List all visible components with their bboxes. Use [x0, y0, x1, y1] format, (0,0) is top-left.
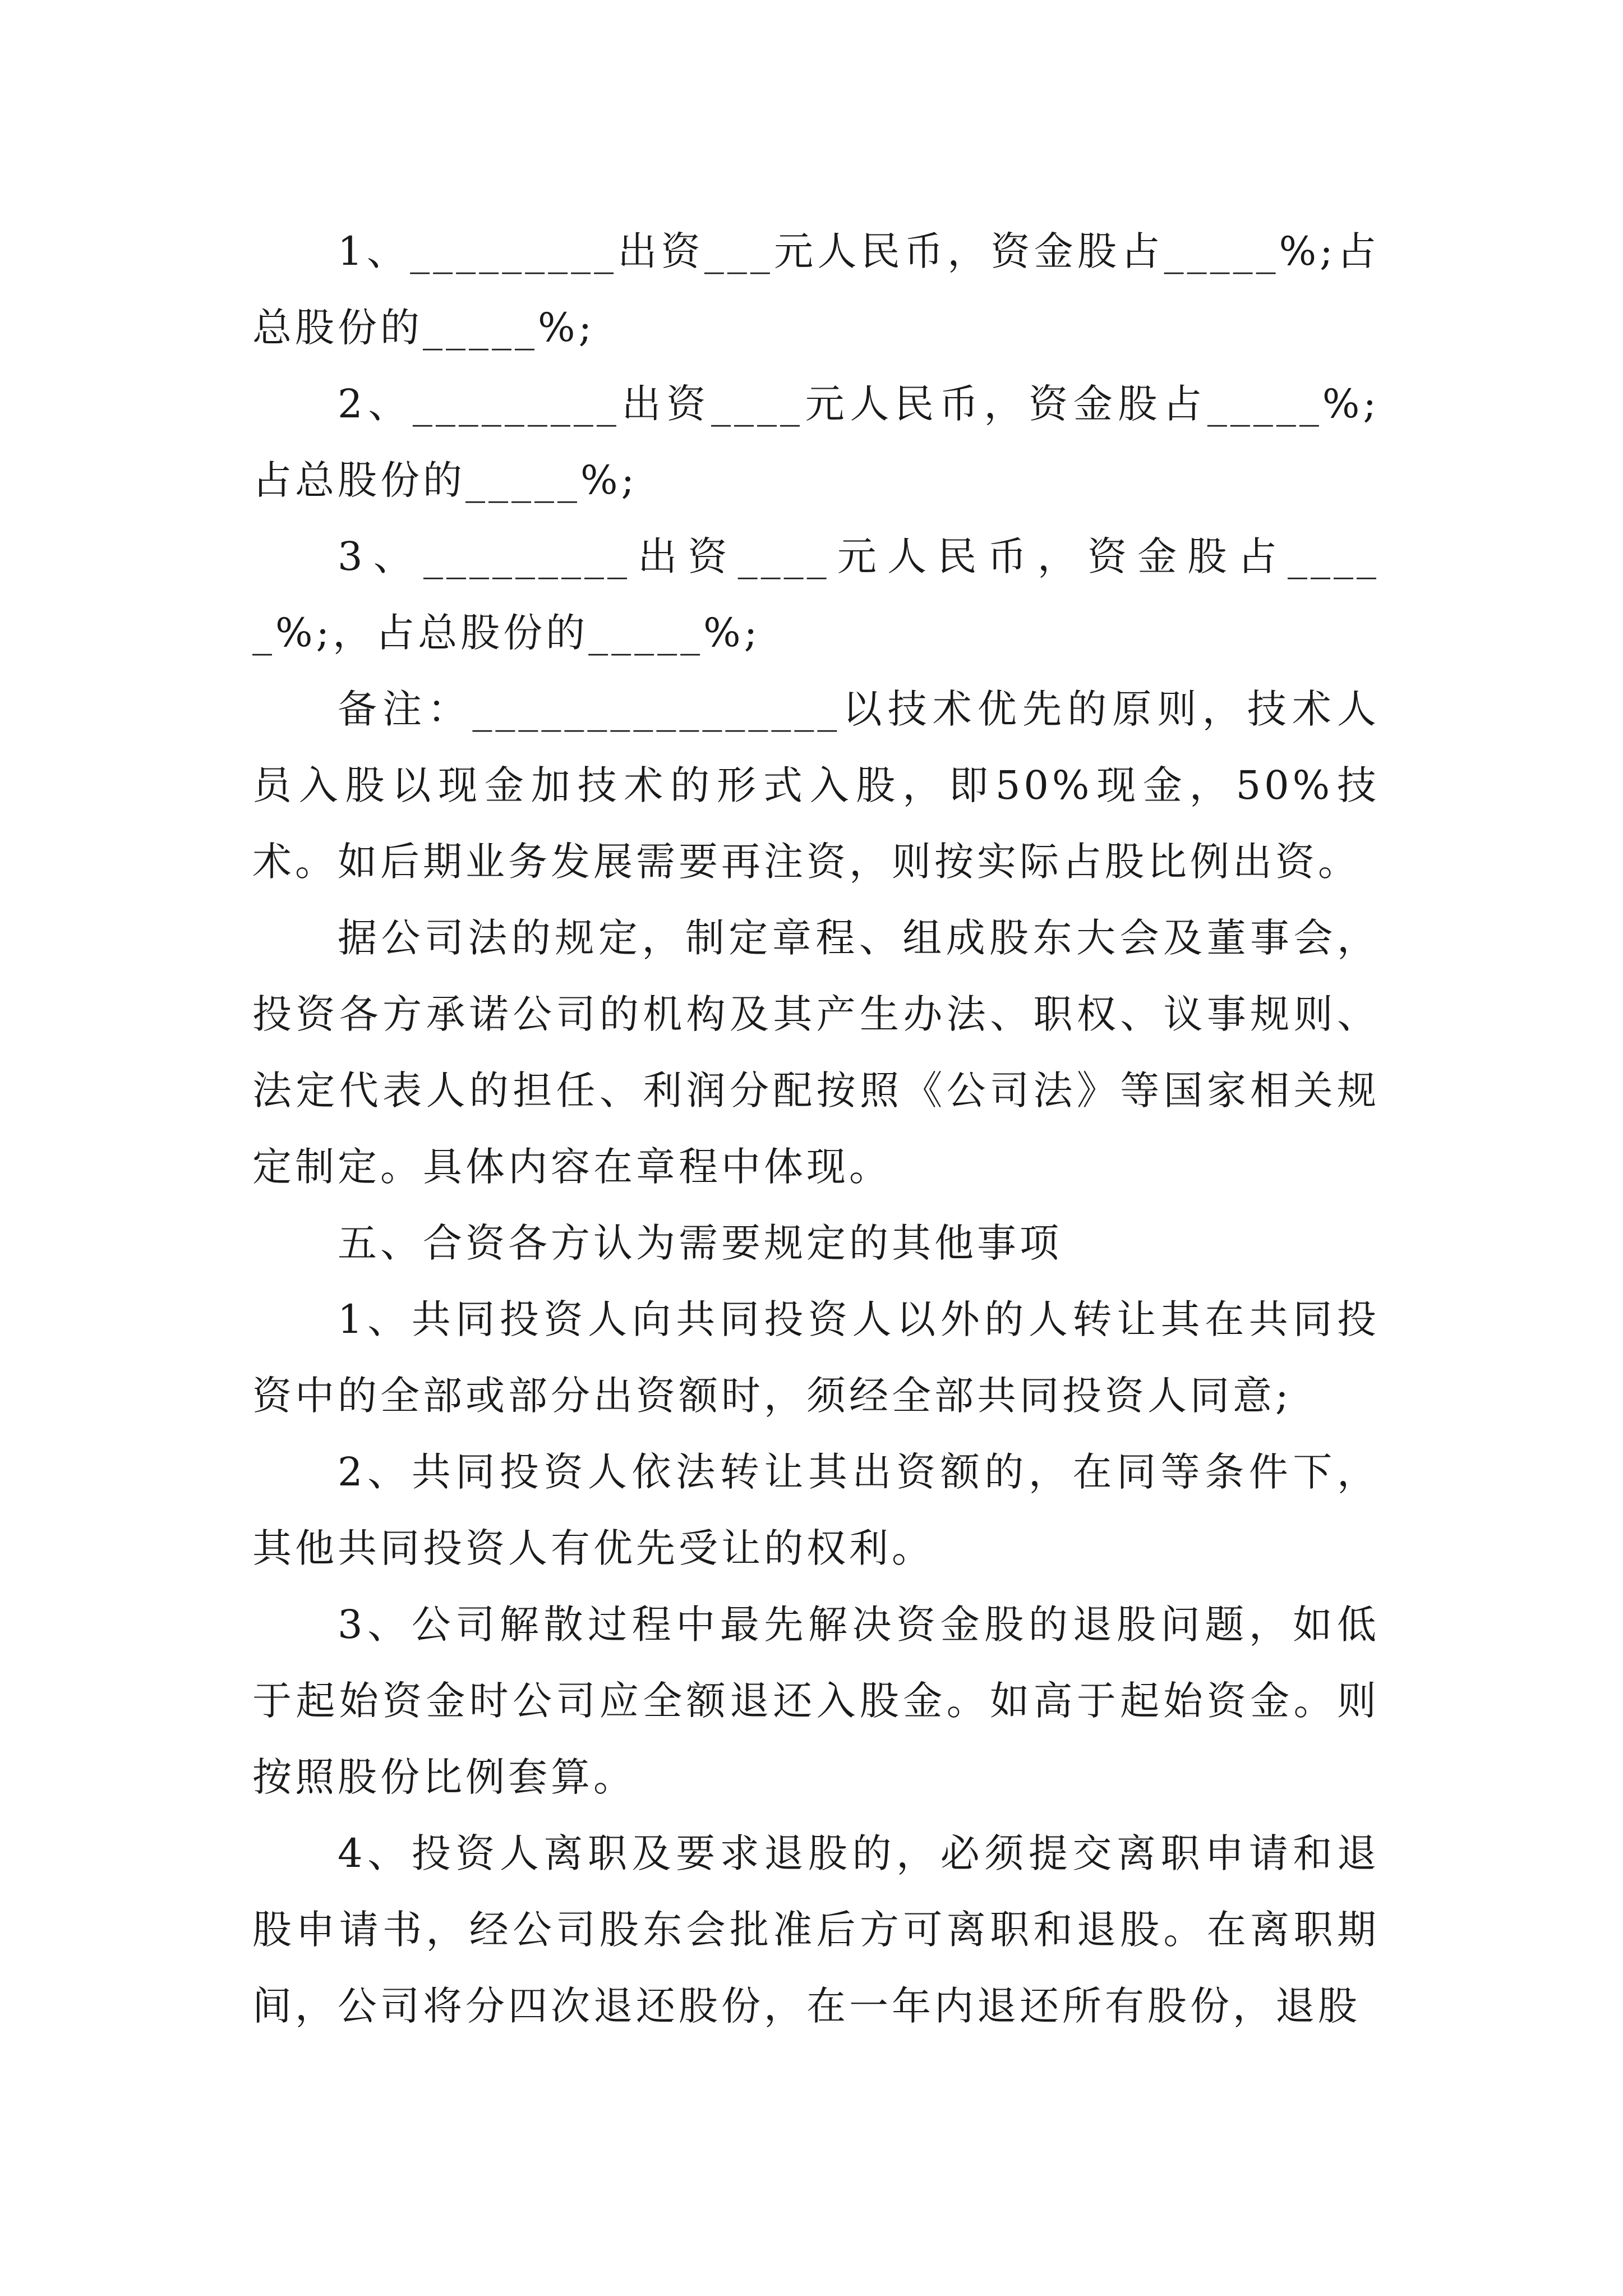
- paragraph-item-2: 2、共同投资人依法转让其出资额的，在同等条件下，其他共同投资人有优先受让的权利。: [252, 1449, 1380, 1571]
- paragraph-item-1: 1、共同投资人向共同投资人以外的人转让其在共同投资中的全部或部分出资额时，须经全部共同投资人同意;: [252, 1296, 1380, 1419]
- paragraph-investor-1: 1、_________出资___元人民币，资金股占_____%;占总股份的_____%;: [252, 228, 1380, 351]
- document-body: [252, 213, 1380, 2044]
- paragraph-item-3: 3、公司解散过程中最先解决资金股的退股问题，如低于起始资金时公司应全额退还入股金。如高于起始资金。则按照股份比例套算。: [252, 1602, 1380, 1800]
- paragraph-company-law: 据公司法的规定，制定章程、组成股东大会及董事会，投资各方承诺公司的机构及其产生办法、职权、议事规则、法定代表人的担任、利润分配按照《公司法》等国家相关规定制定。具体内容在章程中体现。: [252, 915, 1380, 1190]
- section-heading-five: 五、合资各方认为需要规定的其他事项: [338, 1220, 1062, 1266]
- paragraph-note: 备注：________________以技术优先的原则，技术人员入股以现金加技术的形式入股，即50%现金，50%技术。如后期业务发展需要再注资，则按实际占股比例出资。: [252, 686, 1380, 885]
- paragraph-item-4: 4、投资人离职及要求退股的，必须提交离职申请和退股申请书，经公司股东会批准后方可离职和退股。在离职期间，公司将分四次退还股份，在一年内退还所有股份，退股: [252, 1830, 1380, 2029]
- paragraph-investor-2: 2、_________出资____元人民币，资金股占_____%;占总股份的_____%;: [252, 381, 1380, 503]
- paragraph-investor-3: 3、_________出资____元人民币，资金股占_____%;，占总股份的_____%;: [252, 533, 1380, 656]
